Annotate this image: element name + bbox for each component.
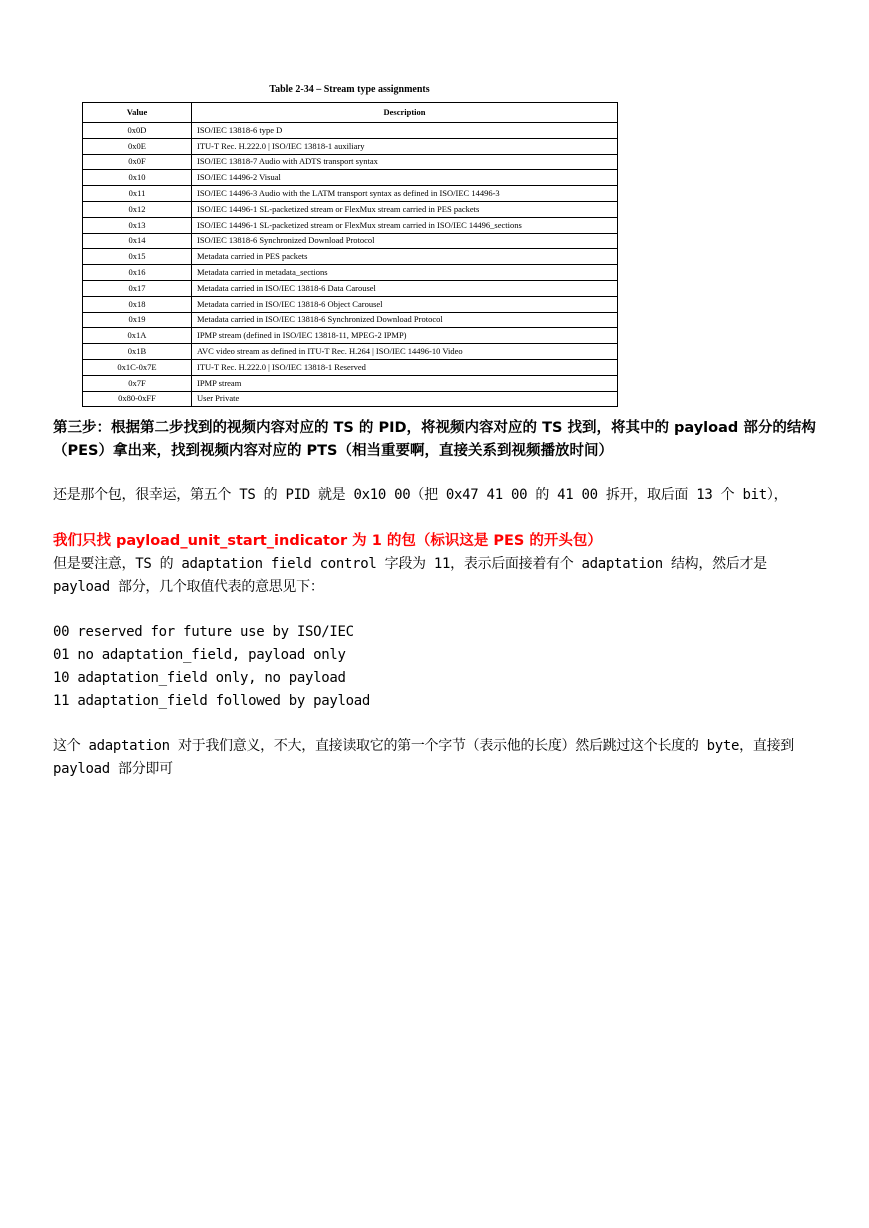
cell-description: ISO/IEC 14496-2 Visual xyxy=(192,170,618,186)
table-row xyxy=(83,375,618,391)
step-three-heading: 第三步：根据第二步找到的视频内容对应的 TS 的 PID，将视频内容对应的 TS 找到，将其中的 payload 部分的结构（PES）拿出来，找到视频内容对应的 PTS（相当重要啊，直接关系到视频播放时间） xyxy=(53,420,816,459)
table-row xyxy=(83,344,618,360)
table-row xyxy=(83,201,618,217)
table-row xyxy=(83,359,618,375)
column-header-value: Value xyxy=(83,103,192,123)
cell-description: Metadata carried in PES packets xyxy=(192,249,618,265)
stream-type-table xyxy=(82,102,618,407)
paragraph-pid-explanation: 还是那个包，很幸运，第五个 TS 的 PID 就是 0x10 00（把 0x47 41 00 的 41 00 拆开，取后面 13 个 bit）， xyxy=(53,487,788,503)
cell-description: IPMP stream xyxy=(192,375,618,391)
table-row xyxy=(83,265,618,281)
table-row xyxy=(83,154,618,170)
adaptation-values-list xyxy=(53,621,821,713)
cell-value: 0x13 xyxy=(83,217,192,233)
cell-value: 0x7F xyxy=(83,375,192,391)
cell-value: 0x15 xyxy=(83,249,192,265)
paragraph-adaptation-skip: 这个 adaptation 对于我们意义，不大，直接读取它的第一个字节（表示他的长度）然后跳过这个长度的 byte，直接到 payload 部分即可 xyxy=(53,738,794,777)
table-row xyxy=(83,249,618,265)
cell-description: ISO/IEC 13818-6 type D xyxy=(192,123,618,139)
table-row xyxy=(83,296,618,312)
cell-description: ISO/IEC 13818-6 Synchronized Download Protocol xyxy=(192,233,618,249)
table-row xyxy=(83,138,618,154)
cell-description: Metadata carried in ISO/IEC 13818-6 Data Carousel xyxy=(192,280,618,296)
cell-value: 0x16 xyxy=(83,265,192,281)
cell-value: 0x19 xyxy=(83,312,192,328)
cell-description: ITU-T Rec. H.222.0 | ISO/IEC 13818-1 auxiliary xyxy=(192,138,618,154)
cell-description: Metadata carried in ISO/IEC 13818-6 Object Carousel xyxy=(192,296,618,312)
table-caption: Table 2-34 – Stream type assignments xyxy=(269,84,430,95)
cell-value: 0x18 xyxy=(83,296,192,312)
table-body xyxy=(83,123,618,407)
cell-value: 0x12 xyxy=(83,201,192,217)
cell-value: 0x1C-0x7E xyxy=(83,359,192,375)
cell-description: ISO/IEC 14496-1 SL-packetized stream or FlexMux stream carried in PES packets xyxy=(192,201,618,217)
cell-description: ISO/IEC 14496-1 SL-packetized stream or FlexMux stream carried in ISO/IEC 14496_sections xyxy=(192,217,618,233)
table-row xyxy=(83,123,618,139)
table-row xyxy=(83,391,618,407)
cell-description: AVC video stream as defined in ITU-T Rec. H.264 | ISO/IEC 14496-10 Video xyxy=(192,344,618,360)
cell-description: User Private xyxy=(192,391,618,407)
code-line: 01 no adaptation_field, payload only xyxy=(53,647,346,663)
table-row xyxy=(83,233,618,249)
code-line: 00 reserved for future use by ISO/IEC xyxy=(53,624,354,640)
cell-description: Metadata carried in metadata_sections xyxy=(192,265,618,281)
cell-value: 0x11 xyxy=(83,186,192,202)
cell-value: 0x14 xyxy=(83,233,192,249)
cell-value: 0x17 xyxy=(83,280,192,296)
paragraph-adaptation-control: 但是要注意，TS 的 adaptation field control 字段为 11，表示后面接着有个 adaptation 结构，然后才是 payload 部分，几个取值代表的意思见下： xyxy=(53,556,767,595)
cell-value: 0x1A xyxy=(83,328,192,344)
cell-value: 0x10 xyxy=(83,170,192,186)
table-row xyxy=(83,217,618,233)
table-row xyxy=(83,186,618,202)
cell-description: IPMP stream (defined in ISO/IEC 13818-11, MPEG-2 IPMP) xyxy=(192,328,618,344)
table-row xyxy=(83,312,618,328)
cell-description: ISO/IEC 14496-3 Audio with the LATM transport syntax as defined in ISO/IEC 14496-3 xyxy=(192,186,618,202)
table-row xyxy=(83,170,618,186)
cell-value: 0x0F xyxy=(83,154,192,170)
table-header-row xyxy=(83,103,618,123)
cell-description: ITU-T Rec. H.222.0 | ISO/IEC 13818-1 Reserved xyxy=(192,359,618,375)
cell-value: 0x80-0xFF xyxy=(83,391,192,407)
cell-value: 0x1B xyxy=(83,344,192,360)
cell-description: Metadata carried in ISO/IEC 13818-6 Synchronized Download Protocol xyxy=(192,312,618,328)
code-line: 11 adaptation_field followed by payload xyxy=(53,693,371,709)
cell-value: 0x0E xyxy=(83,138,192,154)
cell-description: ISO/IEC 13818-7 Audio with ADTS transport syntax xyxy=(192,154,618,170)
table-row xyxy=(83,328,618,344)
column-header-description: Description xyxy=(192,103,618,123)
table-row xyxy=(83,280,618,296)
cell-value: 0x0D xyxy=(83,123,192,139)
code-line: 10 adaptation_field only, no payload xyxy=(53,670,346,686)
highlight-note: 我们只找 payload_unit_start_indicator 为 1 的包（标识这是 PES 的开头包） xyxy=(53,533,602,549)
